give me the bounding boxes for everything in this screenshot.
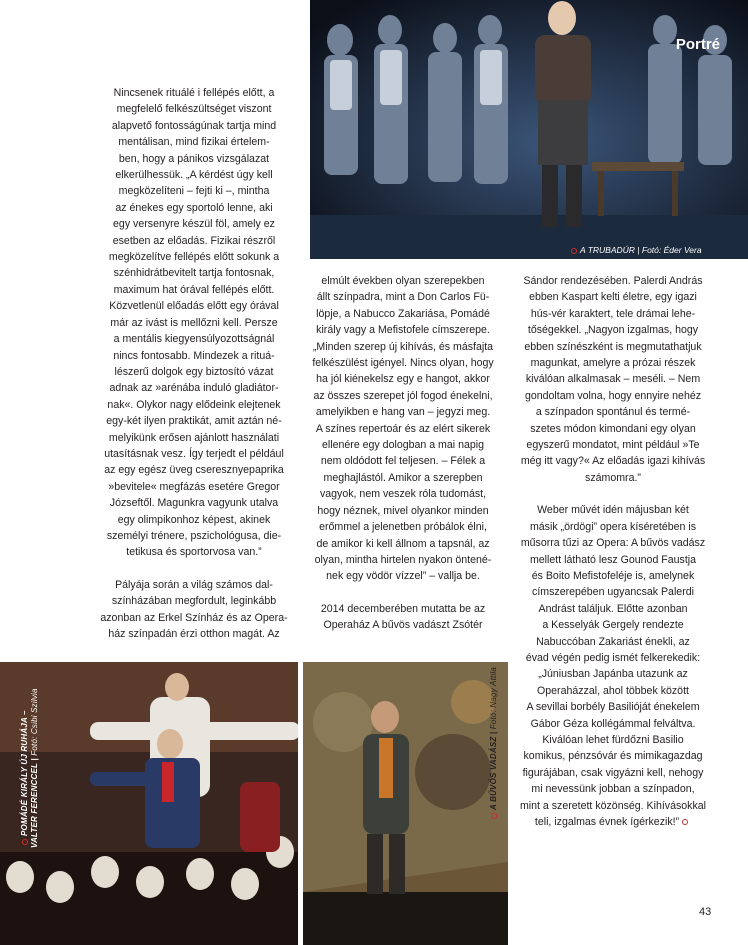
- text-line: felkészülést igényel. Nincs olyan, hogy: [312, 357, 494, 370]
- text-line: elkerülhessük. „A kérdést úgy kell: [115, 169, 273, 182]
- text-line: állt színpadra, mint a Don Carlos Fü-: [316, 291, 490, 304]
- paragraph: [96, 577, 292, 643]
- text-line: lészerű dolgok egy biztosító vázat: [114, 365, 274, 378]
- end-mark-icon: [682, 819, 688, 825]
- text-line: Közvetlenül előadás előtt egy órával: [109, 300, 279, 313]
- text-line: amelyikben e hang van – jegyzi meg.: [315, 406, 491, 419]
- text-line: műsorra tűzi az Opera: A bűvös vadász: [520, 537, 706, 550]
- caption-bottom-left: [20, 710, 29, 848]
- text-line: meghajlástól. Amikor a szerepben: [323, 471, 483, 484]
- text-line: Kiválóan lehet fürdőzni Basilio: [542, 733, 684, 746]
- text-line: megközelítve fellépés előtt sokunk a: [108, 251, 280, 264]
- caption-bottom-left-2: VALTER FERENCCEL | Fotó: Csibi Szilvia: [30, 688, 39, 848]
- text-line: a mentális kiegyensúlyozottságnál: [113, 333, 275, 346]
- text-line: mint a szeretett közönség. Kihívásokkal: [519, 799, 707, 812]
- section-label: Portré: [675, 36, 720, 53]
- text-line: A sevillai borbély Basilióját énekelem: [526, 701, 700, 714]
- text-line: Sándor rendezésében. Palerdi András: [523, 275, 703, 287]
- text-line: Nincsenek rituálé i fellépés előtt, a: [113, 87, 275, 99]
- text-line: a színpadon spontánul és termé-: [535, 406, 691, 419]
- text-line: vagyok, nem veszek róla tudomást,: [319, 488, 487, 501]
- page-number: 43: [699, 906, 712, 918]
- text-line: nincs fontosabb. Mindezek a rituá-: [113, 349, 275, 362]
- caption-ring-icon: [22, 839, 28, 845]
- text-line: komikus, pénzsóvár és mimikagazdag: [523, 750, 703, 763]
- text-column-3: [512, 273, 714, 830]
- text-line: olyan, mintha hirtelen nyakon öntené-: [314, 553, 492, 566]
- text-line: mellett látható lesz Gounod Faustja: [529, 553, 697, 566]
- text-line: címszerepében ugyancsak Palerdi: [532, 586, 694, 599]
- text-line: melyikünk erősen ajánlott használati: [108, 431, 280, 444]
- text-line: ben, hogy a pánikos vizsgálazat: [118, 152, 270, 165]
- text-line: ellenére egy dologban a mai napig: [322, 439, 484, 452]
- text-line: Weber művét idén májusban két: [537, 504, 689, 517]
- text-line: azonban az Erkel Színház és az Opera-: [100, 611, 288, 624]
- text-column-1: [96, 85, 292, 642]
- caption-top-title: A TRUBADÚR: [580, 245, 635, 255]
- text-line: ha jól kiénekelsz egy e hangot, akkor: [316, 373, 490, 386]
- text-line: ház színpadán érzi otthon magát. Az: [108, 628, 280, 640]
- text-line: teli, izgalmas évnek ígérkezik!”: [534, 816, 680, 828]
- text-line: elmúlt években olyan szerepekben: [321, 275, 485, 287]
- text-line: mi nevessünk jobban a színpadon,: [531, 783, 695, 796]
- caption-ring-icon: [571, 248, 577, 254]
- text-line: adnak az »arénába induló gladiátor-: [109, 382, 279, 395]
- text-line: Operaházzal, ahol többek között: [537, 684, 689, 697]
- text-line: „Júniusban Japánba utazunk az: [538, 668, 688, 681]
- text-line: a Kesselyák Gergely rendezte: [542, 619, 684, 632]
- text-line: szénhidrátbevitelt tartja fontosnak,: [113, 267, 275, 280]
- text-line: löpje, a Nabucco Zakariása, Pomádé: [316, 307, 490, 320]
- text-line: nem oldódott fel teljesen. – Félek a: [320, 455, 486, 468]
- text-line: személyi trénere, pszichológusa, die-: [106, 529, 282, 542]
- text-line: az összes szerepet jól fogod énekelni,: [313, 389, 493, 402]
- text-line: Pályája során a világ számos dal-: [115, 578, 273, 591]
- text-line: magunkat, amelyre a prózai részek: [530, 357, 696, 370]
- text-line: maximum hat órával fellépés előtt.: [113, 283, 275, 296]
- stage-scene-illustration: [0, 662, 298, 945]
- text-line: az énekes egy sportoló lenne, aki: [115, 201, 273, 214]
- paragraph: [305, 601, 501, 634]
- paragraph: [96, 85, 292, 561]
- text-line: számomra.”: [585, 471, 641, 484]
- paragraph: [305, 273, 501, 585]
- text-line: király vagy a Mefistofele címszerepe.: [316, 324, 490, 337]
- text-line: nak«. Olykor nagy elődeink elejtenek: [107, 398, 281, 411]
- text-line: egy olimpikonhoz képest, akinek: [117, 513, 271, 526]
- text-line: Andrást találjuk. Előtte azonban: [538, 602, 688, 615]
- paragraph: [512, 273, 714, 486]
- text-line: hogy néznek, mivel olyankor minden: [317, 504, 489, 517]
- photo-pomade-kiraly: [0, 662, 298, 945]
- text-line: évad végén pedig ismét felkerekedik:: [525, 651, 701, 664]
- caption-bm-title: A BŰVÖS VADÁSZ: [489, 736, 498, 810]
- text-line: egy versenyre készül föl, amely ez: [113, 218, 275, 231]
- text-line: kiválóan alkalmasak – meséli. – Nem: [525, 373, 701, 386]
- text-line: Nabuccóban Zakariást énekli, az: [536, 635, 690, 648]
- caption-ring-icon: [491, 813, 497, 819]
- text-line: utasításnak vesz. Így terjedt el például: [104, 447, 284, 460]
- text-line: tőségekkel. „Nagyon izgalmas, hogy: [527, 324, 699, 337]
- caption-top: A TRUBADÚR | Fotó: Éder Vera: [568, 245, 702, 255]
- paragraph: [512, 502, 714, 830]
- text-line: másik „ördögi” opera kíséretében is: [529, 520, 697, 533]
- text-line: ebben Kaspart kelti életre, egy igazi: [529, 291, 697, 304]
- text-line: de amikor ki kell állnom a tapsnál, az: [316, 537, 490, 550]
- text-column-2: [305, 273, 501, 634]
- caption-bl-line1: POMÁDÉ KIRÁLY ÚJ RUHÁJA –: [20, 710, 29, 836]
- photo-buvos-vadasz: [303, 662, 508, 945]
- stage-scene-illustration: [303, 662, 508, 945]
- text-line: erőmmel a jelenetben próbálok élni,: [319, 521, 487, 534]
- text-line: alapvető fontosságúnak tartja mind: [111, 119, 277, 132]
- text-line: mentálisan, mind fizikai értelem-: [118, 136, 270, 149]
- text-line: Józseftől. Magunkra vagyunk utalva: [109, 497, 279, 510]
- text-line: Operaház A bűvös vadászt Zsótér: [323, 619, 483, 632]
- text-line: az egy egész üveg cseresznyepaprika: [104, 464, 284, 477]
- text-line: A színes repertoár és az elért sikerek: [315, 422, 491, 435]
- text-line: tetikusa és sportorvosa van.”: [126, 546, 262, 559]
- text-line: esetben az előadás. Fizikai részről: [112, 234, 276, 247]
- text-line: ebben színészként is megmutathatjuk: [524, 340, 702, 353]
- text-line: még itt vagy?« Az előadás igazi kihívás: [520, 455, 706, 468]
- text-line: egyszerű mondatot, mint például »Te: [526, 439, 700, 452]
- text-line: nek egy vödör vízzel” – vallja be.: [326, 570, 480, 583]
- text-line: Gábor Géza kollégámmal felváltva.: [530, 717, 696, 730]
- text-line: hús-vér karaktert, tele drámai lehe-: [530, 307, 696, 320]
- text-line: »bevitele« megfázás esetére Gregor: [108, 480, 280, 493]
- text-line: megközelíteni – fejti ki –, mintha: [118, 185, 270, 198]
- text-line: gondoltam volna, hogy ennyire nehéz: [524, 389, 702, 402]
- text-line: figurájában, csak vigyázni kell, nehogy: [522, 766, 704, 779]
- text-line: már az ivást is mellőzni kell. Persze: [110, 316, 278, 329]
- text-line: 2014 decemberében mutatta be az: [320, 602, 486, 615]
- caption-bm-credit: Fotó: Nagy Attila: [489, 666, 498, 730]
- caption-bl-credit: Fotó: Csibi Szilvia: [30, 688, 39, 756]
- caption-bl-line2: VALTER FERENCCEL: [30, 763, 39, 848]
- caption-bottom-mid: A BŰVÖS VADÁSZ | Fotó: Nagy Attila: [489, 667, 498, 822]
- text-line: egy-két ilyen praktikát, amit aztán né-: [106, 415, 282, 428]
- text-line: színházában megfordult, leginkább: [111, 595, 277, 608]
- text-line: és Boito Mefistofeléje is, amelynek: [531, 569, 695, 582]
- text-line: megfelelő felkészültséget viszont: [116, 103, 272, 116]
- text-line: szetes módon kimondani egy olyan: [530, 422, 696, 435]
- text-line: „Minden szerep új kihívás, és másfajta: [312, 340, 494, 353]
- caption-top-credit: Fotó: Éder Vera: [641, 245, 702, 255]
